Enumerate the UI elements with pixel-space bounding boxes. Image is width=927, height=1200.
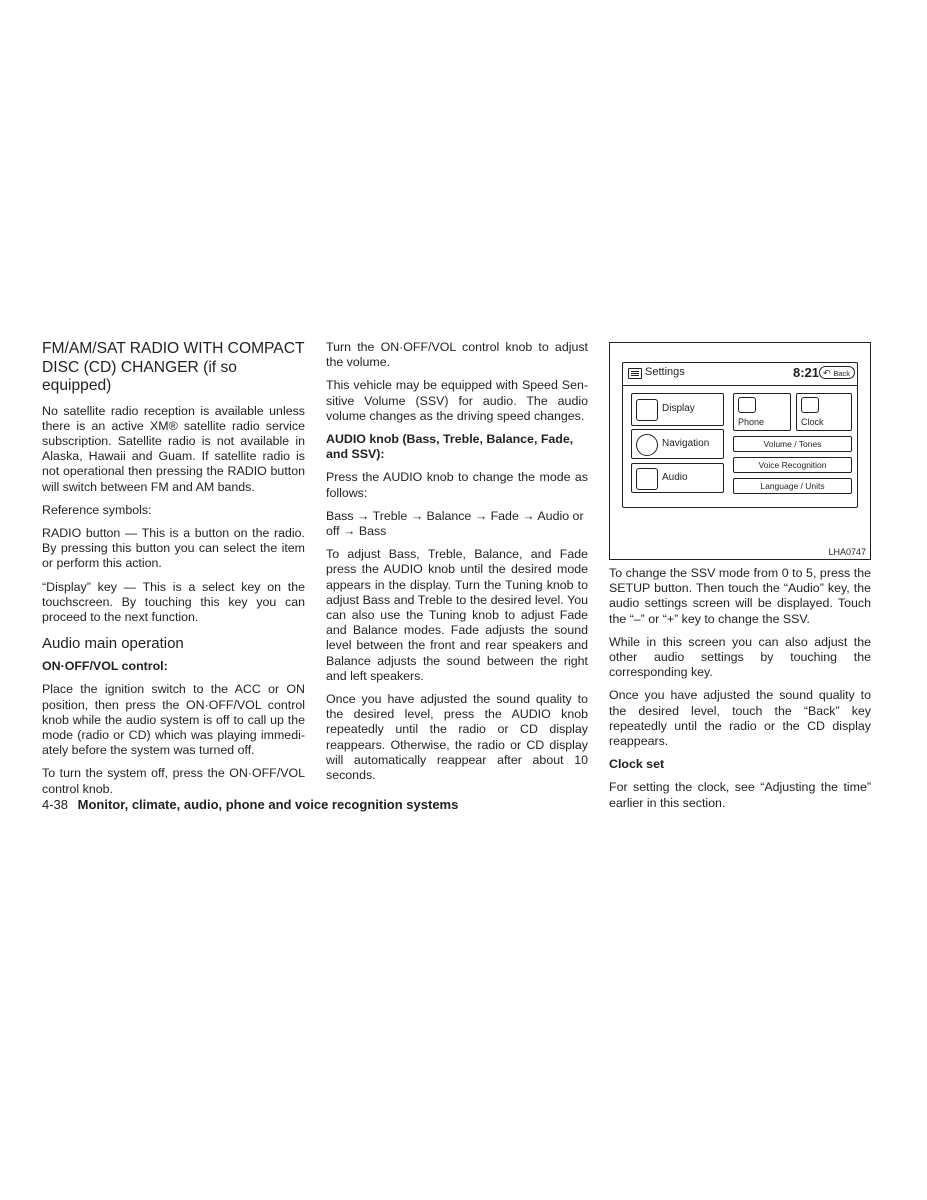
page-number: 4-38 [42,797,69,812]
paragraph-volume: Turn the ON·OFF/VOL control knob to adjust the volume. [326,340,588,370]
paragraph-radio-button: RADIO button — This is a button on the radio. By pressing this button you can select the item or perform this action. [42,525,305,571]
paragraph-ssv-mode: To change the SSV mode from 0 to 5, press the SETUP button. Then touch the “Audio” key, the audio settings screen will be displayed. Touch the “–” or “+” key to change the SSV. [609,566,871,626]
settings-title-bar [623,363,857,386]
back-label: Back [833,369,850,378]
audio-icon [636,468,658,490]
clock-label: Clock [801,417,824,427]
volume-tones-key[interactable]: Volume / Tones [733,436,852,452]
display-label: Display [662,403,695,414]
paragraph-reference-symbols: Reference symbols: [42,502,152,517]
settings-screen [622,362,858,508]
clock-time: 8:21 [793,365,820,380]
paragraph-other-settings: While in this screen you can also adjust the other audio settings by touching the corresponding key. [609,634,871,680]
navigation-icon [636,434,658,456]
paragraph-press-audio: Press the AUDIO knob to change the mode as follows: [326,470,588,500]
display-key[interactable] [631,393,724,426]
navigation-key[interactable] [631,429,724,459]
column-middle [326,340,588,791]
settings-icon [628,368,642,379]
paragraph-clock-set: For setting the clock, see “Adjusting the time” earlier in this section. [609,780,871,810]
paragraph-mode-sequence: Bass → Treble → Balance → Fade → Audio or off → Bass [326,508,584,539]
phone-icon [738,397,756,413]
heading-audio-knob: AUDIO knob (Bass, Treble, Balance, Fade, and SSV): [326,432,574,462]
figure-caption: LHA0747 [828,547,866,557]
language-units-key[interactable]: Language / Units [733,478,852,494]
subheading-audio-main: Audio main operation [42,635,184,653]
display-icon [636,399,658,421]
column-right [609,342,871,819]
audio-label: Audio [662,472,688,483]
navigation-label: Navigation [662,438,710,449]
paragraph-adjust-bass: To adjust Bass, Treble, Balance, and Fade press the AUDIO knob until the desired mode appears in the display. Turn the Tuning knob to adjust Bass and Treble to the desired level. You can also use the Tuning knob to adjust Fade and Balance modes. Fade adjusts the sound level between the front and rear speakers and Balance adjusts the sound between the right and left speakers. [326,547,588,683]
back-button[interactable] [819,366,855,379]
back-arrow-icon: ↶ [823,368,831,378]
phone-key[interactable] [733,393,791,431]
column-left [42,340,305,805]
paragraph-display-key: “Display” key — This is a select key on the touchscreen. By touching this key you can proceed to the next function. [42,579,305,624]
settings-screen-figure [609,342,871,560]
heading-onoff-vol: ON·OFF/VOL control: [42,659,168,674]
heading-clock-set: Clock set [609,757,665,772]
page-footer [42,797,458,812]
paragraph-sound-quality: Once you have adjusted the sound quality to the desired level, press the AUDIO knob repeatedly until the radio or CD display reappears. Otherwise, the radio or CD display will automatically reappear after about 10 seconds. [326,692,588,783]
phone-label: Phone [738,417,765,427]
paragraph-back-key: Once you have adjusted the sound quality to the desired level, touch the “Back” key repeatedly until the radio or the CD display reappears. [609,688,871,749]
voice-recognition-key[interactable]: Voice Recognition [733,457,852,473]
paragraph-ignition: Place the ignition switch to the ACC or ON position, then press the ON·OFF/VOL control knob while the audio system is off to call up the mode (radio or CD) which was playing immediately before the system was turned off. [42,682,305,758]
paragraph-satellite: No satellite radio reception is available unless there is an active XM® satellite radio service subscription. Satellite radio is not available in Alaska, Hawaii and Guam. If satellite radio is not operational then pressing the RADIO button will switch between FM and AM bands. [42,403,305,494]
clock-icon [801,397,819,413]
paragraph-turn-off: To turn the system off, press the ON·OFF/VOL control knob. [42,766,305,796]
audio-key[interactable] [631,463,724,493]
section-heading: FM/AM/SAT RADIO WITH COMPACT DISC (CD) CHANGER (if so equipped) [42,340,305,394]
paragraph-ssv: This vehicle may be equipped with Speed Sensitive Volume (SSV) for audio. The audio volume changes as the driving speed changes. [326,378,588,423]
chapter-title: Monitor, climate, audio, phone and voice recognition systems [77,797,459,812]
clock-key[interactable] [796,393,852,431]
settings-title: Settings [645,366,685,378]
